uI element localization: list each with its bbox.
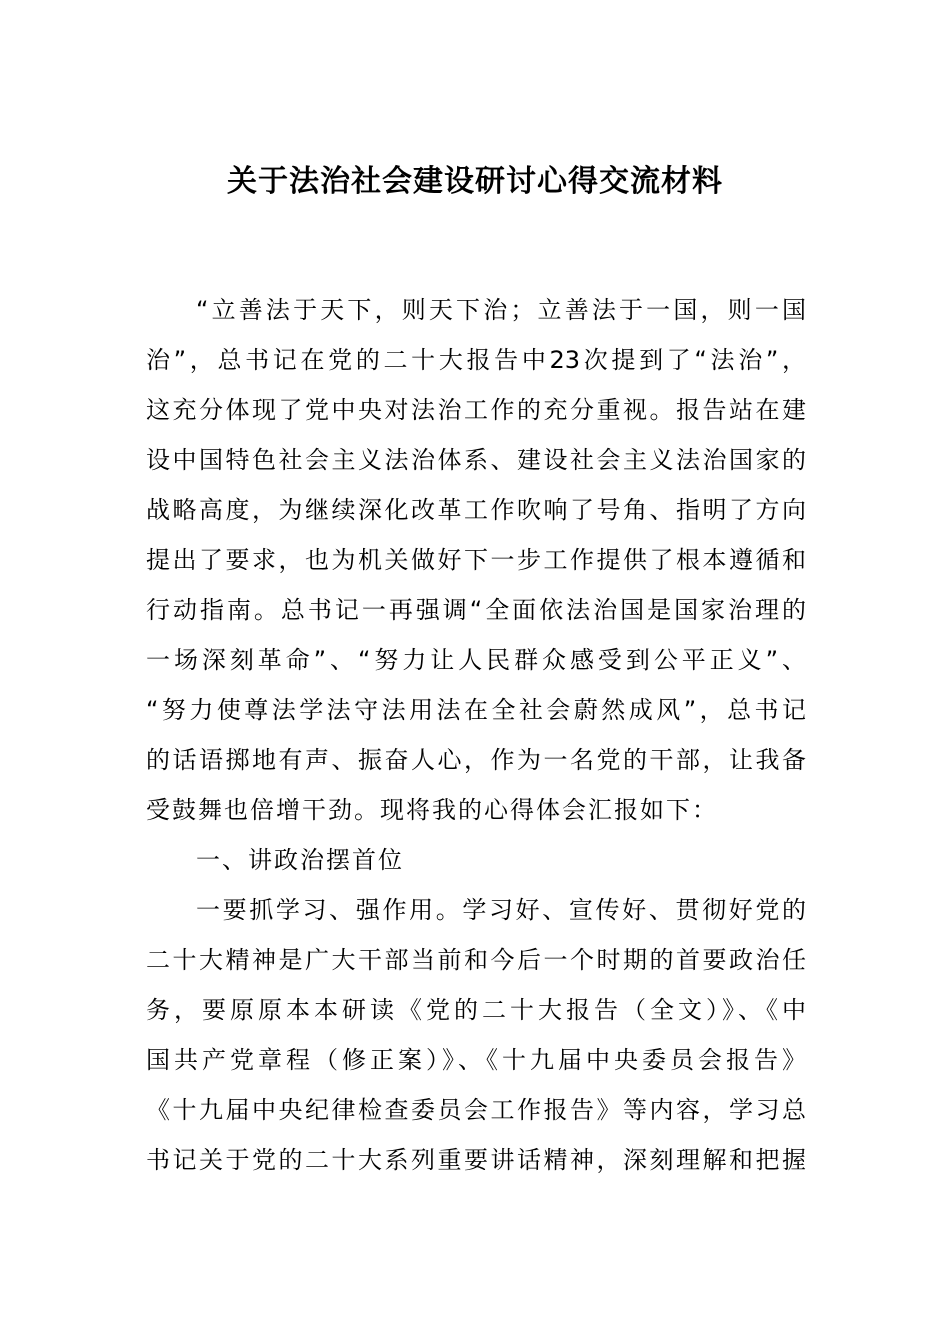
- section-heading: 一、讲政治摆首位: [196, 846, 404, 874]
- paragraph-line: 这充分体现了党中央对法治工作的充分重视。报告站在建: [146, 396, 806, 424]
- paragraph-line: 提出了要求，也为机关做好下一步工作提供了根本遵循和: [146, 546, 806, 574]
- paragraph-line: “立善法于天下，则天下治；立善法于一国，则一国: [196, 296, 806, 324]
- paragraph-line: 务，要原原本本研读《党的二十大报告（全文）》、《中: [146, 996, 806, 1024]
- paragraph-line: 受鼓舞也倍增干劲。现将我的心得体会汇报如下：: [146, 796, 718, 824]
- paragraph-line: 书记关于党的二十大系列重要讲话精神，深刻理解和把握: [146, 1146, 806, 1174]
- paragraph-line: 一场深刻革命”、“努力让人民群众感受到公平正义”、: [146, 646, 806, 674]
- paragraph-line: 战略高度，为继续深化改革工作吹响了号角、指明了方向: [146, 496, 806, 524]
- paragraph-line: 《十九届中央纪律检查委员会工作报告》等内容，学习总: [146, 1096, 806, 1124]
- paragraph-line: 的话语掷地有声、振奋人心，作为一名党的干部，让我备: [146, 746, 806, 774]
- paragraph-line: 设中国特色社会主义法治体系、建设社会主义法治国家的: [146, 446, 806, 474]
- paragraph-line: 一要抓学习、强作用。学习好、宣传好、贯彻好党的: [196, 896, 806, 924]
- paragraph-line: 行动指南。总书记一再强调“全面依法治国是国家治理的: [146, 596, 806, 624]
- paragraph-line: “努力使尊法学法守法用法在全社会蔚然成风”，总书记: [146, 696, 806, 724]
- paragraph-line: 治”，总书记在党的二十大报告中23次提到了“法治”，: [146, 346, 806, 374]
- document-title: 关于法治社会建设研讨心得交流材料: [227, 164, 723, 199]
- paragraph-line: 二十大精神是广大干部当前和今后一个时期的首要政治任: [146, 946, 806, 974]
- paragraph-line: 国共产党章程（修正案）》、《十九届中央委员会报告》: [146, 1046, 806, 1074]
